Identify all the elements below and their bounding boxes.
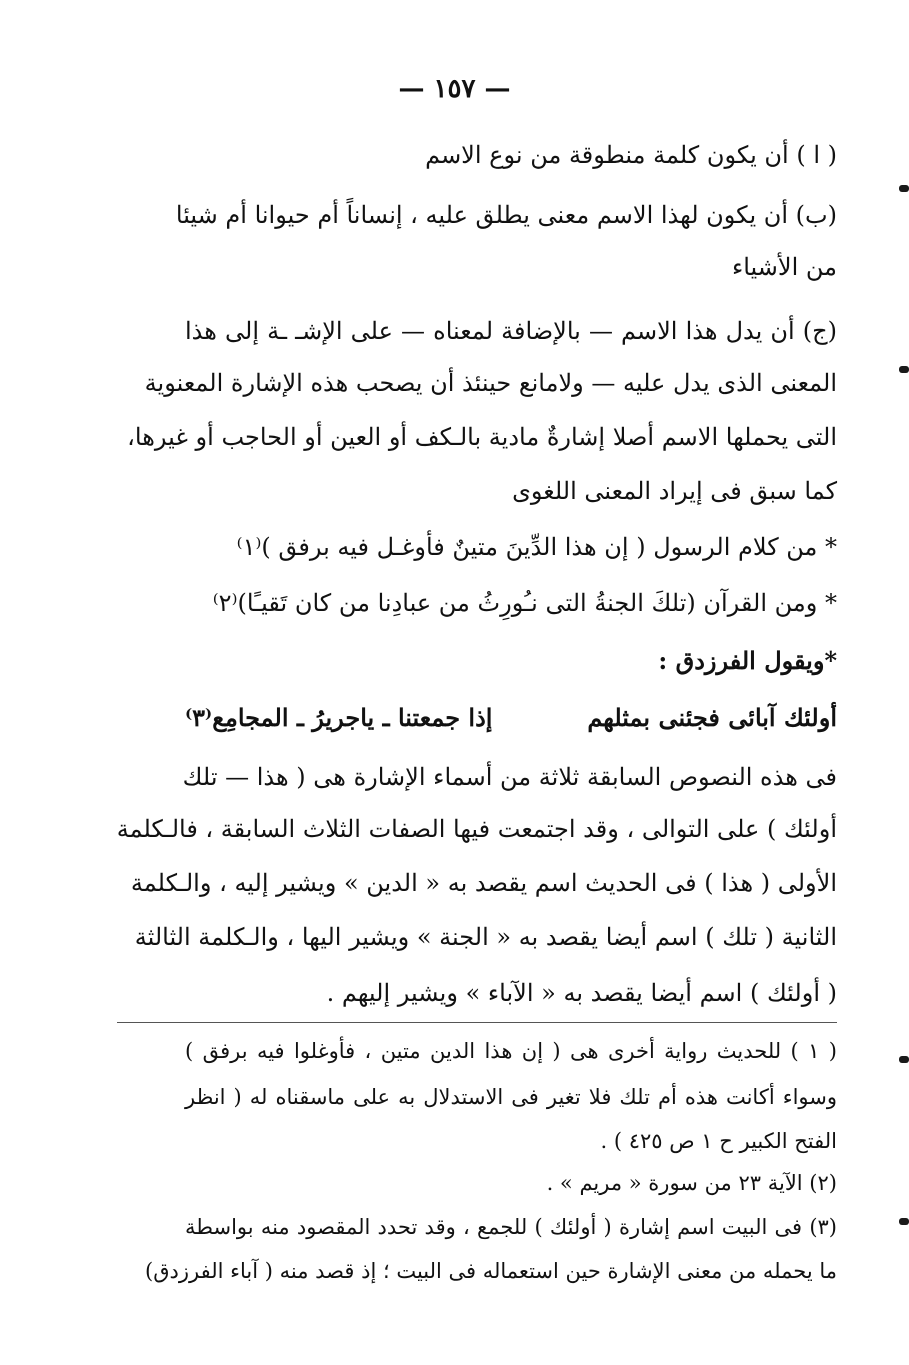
body-line-5: المعنى الذى يدل عليه — ولامانع حينئذ أن يصحب هذه الإشارة المعنوية: [144, 369, 837, 397]
body-line-12: أولئك ) على التوالى ، وقد اجتمعت فيها الصفات الثلاث السابقة ، فالـكلمة: [116, 815, 837, 843]
footnote-2: (٢) الآية ٢٣ من سورة « مريم » .: [546, 1171, 837, 1195]
margin-mark: [899, 185, 909, 192]
body-line-13: الأولى ( هذا ) فى الحديث اسم يقصد به « الدين » ويشير إليه ، والـكلمة: [130, 869, 837, 897]
body-line-1: ( ا ) أن يكون كلمة منطوقة من نوع الاسم: [425, 141, 837, 169]
footnote-1-line-3: الفتح الكبير ح ١ ص ٤٢٥ ) .: [600, 1129, 837, 1153]
body-line-7: كما سبق فى إيراد المعنى اللغوى: [512, 477, 837, 505]
footnote-3-line-2: ما يحمله من معنى الإشارة حين استعماله فى البيت ؛ إذ قصد منه ( آباء الفرزدق): [145, 1259, 837, 1283]
poem-first-hemistich: أولئك آبائى فجئنى بمثلهم: [587, 703, 837, 732]
footnote-3-line-1: (٣) فى البيت اسم إشارة ( أولئك ) للجمع ، وقد تحدد المقصود منه بواسطة: [185, 1215, 837, 1239]
poet-intro: *ويقول الفرزدق :: [658, 646, 837, 675]
margin-mark: [899, 1056, 909, 1063]
footnote-1-line-1: ( ١ ) للحديث رواية أخرى هى ( إن هذا الدين متين ، فأوغلوا فيه برفق ): [185, 1039, 837, 1063]
poem-verse: [185, 698, 837, 738]
body-line-11: فى هذه النصوص السابقة ثلاثة من أسماء الإشارة هى ( هذا — تلك: [182, 763, 837, 791]
margin-mark: [899, 1218, 909, 1225]
footnote-separator: [117, 1022, 837, 1023]
body-line-14: الثانية ( تلك ) اسم أيضا يقصد به « الجنة » ويشير اليها ، والـكلمة الثالثة: [134, 923, 837, 951]
body-line-2: (ب) أن يكون لهذا الاسم معنى يطلق عليه ، إنساناً أم حيوانا أم شيئا: [175, 201, 837, 229]
body-line-15: ( أولئك ) اسم أيضا يقصد به « الآباء » ويشير إليهم .: [326, 979, 837, 1007]
poem-second-hemistich: إذا جمعتنا ـ ياجريرُ ـ المجامِع⁽٣⁾: [185, 703, 493, 732]
footnote-1-line-2: وسواء أكانت هذه أم تلك فلا تغير فى الاستدلال به على ماسقناه له ( انظر: [185, 1085, 837, 1109]
page-number: — ١٥٧ —: [398, 74, 511, 104]
quote-quran: * ومن القرآن (تلكَ الجنةُ التى نـُورِثُ من عبادِنا من كان تَقيـًا)⁽٢⁾: [212, 589, 837, 617]
margin-mark: [899, 366, 909, 373]
body-line-6: التى يحملها الاسم أصلا إشارةٌ مادية بالـكف أو العين أو الحاجب أو غيرها،: [127, 423, 837, 451]
quote-hadith: * من كلام الرسول ( إن هذا الدِّينَ متينٌ فأوغـل فيه برفق )⁽١⁾: [236, 533, 837, 561]
body-line-4: (ج) أن يدل هذا الاسم — بالإضافة لمعناه — على الإشـ ـة إلى هذا: [185, 317, 837, 345]
body-line-3: من الأشياء: [731, 253, 837, 281]
